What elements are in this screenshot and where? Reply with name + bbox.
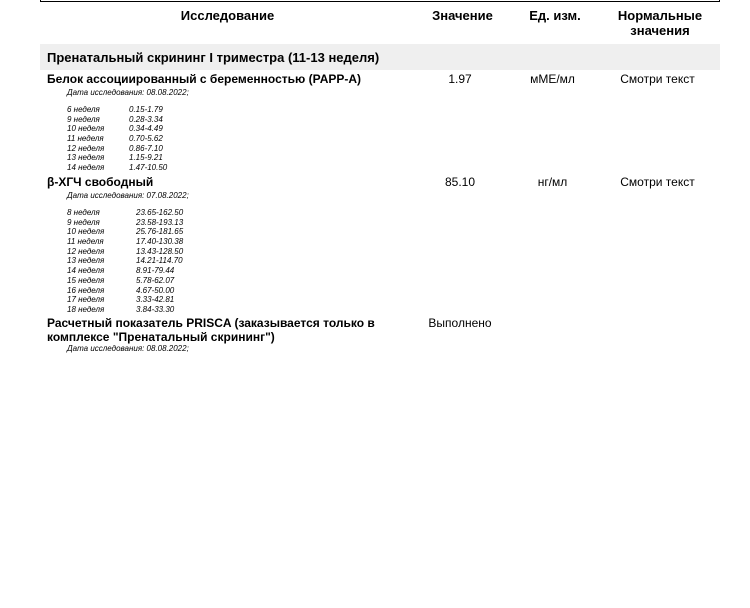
reference-range: 0.70-5.62 [129, 134, 163, 144]
reference-week: 13 неделя [67, 153, 105, 163]
test-date-beta-hcg: Дата исследования: 07.08.2022; [67, 191, 189, 200]
column-header-norm-line2: значения [630, 23, 690, 38]
reference-week: 12 неделя [67, 143, 105, 153]
reference-range: 0.15-1.79 [129, 105, 163, 114]
reference-range: 1.15-9.21 [129, 153, 163, 163]
reference-week: 15 неделя [67, 275, 105, 285]
column-header-norm [600, 8, 720, 38]
test-name-papp-a: Белок ассоциированный с беременностью (PAPP-A) [47, 72, 362, 86]
reference-week: 9 неделя [67, 217, 100, 227]
reference-range: 3.84-33.30 [136, 304, 175, 314]
test-date-papp-a: Дата исследования: 08.08.2022; [67, 88, 189, 97]
table-top-border [40, 0, 720, 2]
reference-week: 10 неделя [67, 124, 105, 134]
reference-week: 14 неделя [67, 163, 105, 173]
test-name-prisca-line2: комплексе "Пренатальный скрининг") [47, 330, 275, 344]
reference-week: 11 неделя [67, 237, 104, 247]
reference-range: 0.28-3.34 [129, 114, 163, 124]
reference-range: 25.76-181.65 [136, 227, 184, 237]
reference-week: 9 неделя [67, 114, 100, 124]
test-norm-beta-hcg: Смотри текст [620, 175, 695, 189]
reference-week: 8 неделя [67, 208, 100, 217]
reference-week: 13 неделя [67, 256, 105, 266]
reference-range: 14.21-114.70 [136, 256, 183, 266]
reference-range: 5.78-62.07 [136, 275, 175, 285]
reference-range: 4.67-50.00 [136, 285, 175, 295]
reference-week: 14 неделя [67, 266, 105, 276]
reference-week: 6 неделя [67, 105, 100, 114]
test-unit-beta-hcg: нг/мл [537, 175, 568, 189]
reference-range: 23.58-193.13 [136, 217, 184, 227]
test-value-papp-a: 1.97 [448, 72, 472, 86]
reference-range: 0.86-7.10 [129, 143, 163, 153]
test-norm-papp-a: Смотри текст [620, 72, 695, 86]
reference-week: 18 неделя [67, 304, 105, 314]
test-value-prisca: Выполнено [428, 316, 492, 330]
reference-range: 1.47-10.50 [129, 163, 168, 173]
test-unit-papp-a: мМЕ/мл [530, 72, 575, 86]
column-header-unit: Ед. изм. [529, 8, 581, 23]
reference-week: 17 неделя [67, 295, 105, 305]
test-name-prisca-line1: Расчетный показатель PRISCA (заказывается только в [47, 316, 375, 330]
reference-range: 8.91-79.44 [136, 266, 175, 276]
reference-range: 23.65-162.50 [136, 208, 184, 217]
reference-range: 3.33-42.81 [136, 295, 175, 305]
test-date-prisca: Дата исследования: 08.08.2022; [67, 344, 189, 353]
test-value-beta-hcg: 85.10 [444, 175, 476, 189]
reference-range: 17.40-130.38 [136, 237, 184, 247]
reference-week: 12 неделя [67, 246, 105, 256]
reference-week: 16 неделя [67, 285, 105, 295]
column-header-study: Исследование [180, 8, 275, 23]
reference-week: 10 неделя [67, 227, 105, 237]
reference-range: 13.43-128.50 [136, 246, 184, 256]
column-header-norm-line1: Нормальные [617, 8, 703, 23]
reference-range: 0.34-4.49 [129, 124, 163, 134]
column-header-value: Значение [432, 8, 493, 23]
test-name-prisca [47, 316, 375, 344]
section-title: Пренатальный скрининг I триместра (11-13 неделя) [47, 50, 380, 65]
test-name-beta-hcg: β-ХГЧ свободный [47, 175, 154, 189]
reference-week: 11 неделя [67, 134, 104, 144]
